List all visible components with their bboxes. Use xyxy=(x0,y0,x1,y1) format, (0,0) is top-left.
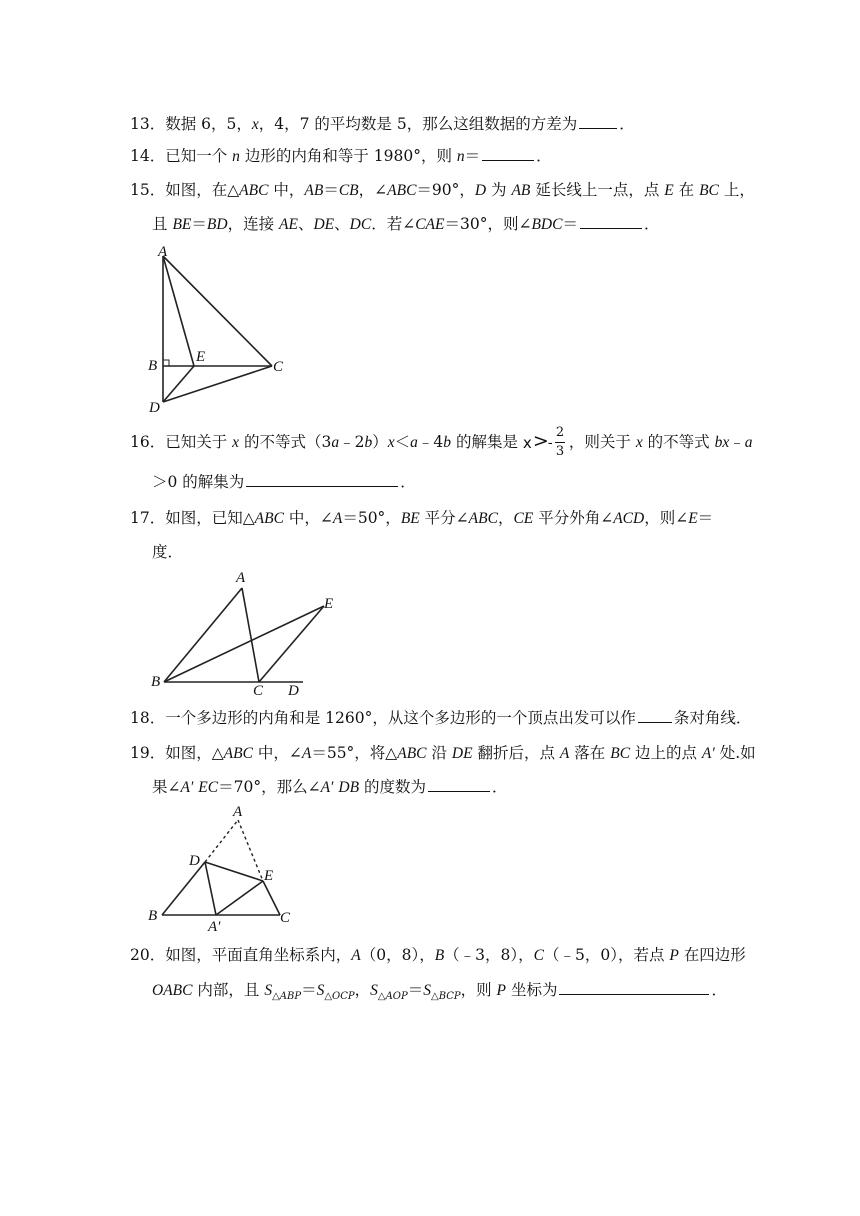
text: 为 xyxy=(486,181,512,199)
text: （﹣5，0），若点 xyxy=(544,946,670,964)
text: 中，∠ xyxy=(252,744,302,762)
label-E: E xyxy=(264,868,274,884)
text: （﹣3，8）， xyxy=(444,946,534,964)
figure-q19 xyxy=(146,804,306,934)
text: ，则 xyxy=(460,981,497,999)
text: ． xyxy=(400,473,416,491)
text: 一个多边形的内角和是 1260°，从这个多边形的一个顶点出发可以作 xyxy=(165,709,636,727)
text: ＝30°，则∠ xyxy=(444,215,532,233)
variable: E xyxy=(688,510,698,527)
text: ﹣4 xyxy=(417,433,444,451)
text: 如图，平面直角坐标系内， xyxy=(165,946,352,964)
variable: BE xyxy=(172,216,192,233)
text: ＝55°，将△ xyxy=(311,744,398,762)
figure-q17 xyxy=(148,570,348,699)
variable: a xyxy=(744,434,753,451)
question-15-line-2 xyxy=(152,214,659,235)
text: ， xyxy=(497,509,514,527)
text: ＝ xyxy=(407,981,424,999)
text: ﹣ xyxy=(729,433,745,451)
text: ＝ xyxy=(464,147,481,165)
text: 、 xyxy=(334,215,350,233)
variable: b xyxy=(443,434,452,451)
question-number: 18． xyxy=(130,709,166,727)
text: ． xyxy=(619,115,635,133)
question-17-line-1 xyxy=(130,508,713,529)
variable: A xyxy=(332,510,343,527)
label-B: B xyxy=(151,674,161,690)
sol-minus: - xyxy=(547,435,553,451)
label-E: E xyxy=(196,349,206,365)
text: 条对角线． xyxy=(673,709,752,727)
text: 如图，在△ xyxy=(165,181,240,199)
variable: S xyxy=(423,982,431,999)
variable: ABC xyxy=(239,182,269,199)
segment-CE xyxy=(259,606,324,682)
variable: OABC xyxy=(152,982,193,999)
variable: x xyxy=(635,434,643,451)
text: ＝50°， xyxy=(342,509,401,527)
segment-EA1 xyxy=(216,881,263,915)
text: ． xyxy=(643,215,660,233)
variable: P xyxy=(669,947,679,964)
dashed-DA xyxy=(205,820,238,862)
text: 的度数为 xyxy=(359,778,426,796)
variable: S xyxy=(370,982,378,999)
sol-numerator: 2 xyxy=(555,425,565,440)
question-16-line-1 xyxy=(130,425,753,459)
label-A: A xyxy=(236,570,246,586)
variable: DC xyxy=(349,216,372,233)
text: ＝90°， xyxy=(416,181,475,199)
text: ＝ xyxy=(323,181,339,199)
text: ． xyxy=(491,778,508,796)
variable: ABC xyxy=(254,510,284,527)
segment-DA1 xyxy=(205,862,216,915)
variable: CE xyxy=(513,510,534,527)
segment-AC xyxy=(242,588,259,682)
label-A: A xyxy=(158,244,168,260)
text: 翻折后，点 xyxy=(472,744,560,762)
answer-blank[interactable] xyxy=(580,214,642,229)
variable: AE xyxy=(279,216,298,233)
text: 落在 xyxy=(569,744,611,762)
sol-denominator: 3 xyxy=(555,444,565,459)
label-B: B xyxy=(148,908,158,924)
text: ＝70°，那么∠ xyxy=(218,778,321,796)
text: 的不等式 xyxy=(642,433,715,451)
sol-gt: > xyxy=(532,430,549,452)
text: 在四边形 xyxy=(678,946,746,964)
text: 如图，已知△ xyxy=(165,509,255,527)
segment-DE xyxy=(205,862,263,881)
variable: BC xyxy=(610,745,631,762)
variable: bx xyxy=(714,434,730,451)
segment-BE xyxy=(164,606,324,682)
text: 中，∠ xyxy=(283,509,333,527)
question-17-line-2 xyxy=(152,542,183,562)
question-16-line-2 xyxy=(152,472,416,492)
subscript: △ABP xyxy=(272,991,302,1003)
text: ＞0 的解集为 xyxy=(152,473,245,491)
text: 、 xyxy=(297,215,314,233)
answer-blank[interactable] xyxy=(579,114,617,129)
text: 边形的内角和等于 1980°，则 xyxy=(239,147,457,165)
question-20-line-2 xyxy=(152,980,727,1007)
answer-blank[interactable] xyxy=(559,980,709,995)
variable: A xyxy=(351,947,361,964)
subscript: △BCP xyxy=(431,991,461,1003)
variable: A′ xyxy=(180,779,194,796)
text: ． xyxy=(536,147,552,165)
question-number: 16． xyxy=(130,433,166,451)
question-13 xyxy=(130,114,635,135)
variable: BC xyxy=(699,182,719,199)
text: ，则关于 xyxy=(568,433,636,451)
variable: S xyxy=(316,982,325,999)
question-number: 15． xyxy=(130,181,166,199)
answer-blank[interactable] xyxy=(482,146,534,161)
text: 且 xyxy=(152,215,173,233)
variable: ABC xyxy=(223,745,253,762)
answer-blank[interactable] xyxy=(246,472,398,487)
variable: ABC xyxy=(468,510,498,527)
question-number: 20． xyxy=(130,946,166,964)
text: ， xyxy=(354,981,371,999)
text: ＝ xyxy=(301,981,317,999)
question-19-line-2 xyxy=(152,777,508,798)
label-D: D xyxy=(288,683,299,699)
segment-AC xyxy=(163,256,272,366)
variable: ABC xyxy=(387,182,417,199)
text: 如图，△ xyxy=(165,744,224,762)
label-D: D xyxy=(189,853,200,869)
variable: P xyxy=(496,982,507,999)
label-C: C xyxy=(280,910,291,926)
variable: n xyxy=(232,148,240,165)
text: ． xyxy=(711,981,727,999)
variable: n xyxy=(456,148,465,165)
right-angle-mark xyxy=(163,360,169,366)
text: 平分外角∠ xyxy=(533,509,614,527)
dashed-AE xyxy=(238,820,263,881)
segment-BA xyxy=(164,588,242,682)
text: 的解集是 xyxy=(451,433,523,451)
variable: DE xyxy=(451,745,473,762)
label-A-prime: A′ xyxy=(208,919,221,935)
answer-blank[interactable] xyxy=(638,708,672,723)
question-20-line-1 xyxy=(130,945,746,966)
text: 内部，且 xyxy=(192,981,265,999)
question-15-line-1 xyxy=(130,180,755,201)
text: 上， xyxy=(718,181,755,199)
text: ＝ xyxy=(697,509,714,527)
variable: x xyxy=(387,434,395,451)
variable: BDC xyxy=(531,216,563,233)
text: ﹣2 xyxy=(339,433,365,451)
text: （0，8）， xyxy=(360,946,435,964)
variable: a xyxy=(410,434,418,451)
label-E: E xyxy=(324,596,334,612)
text: 数据 6，5， xyxy=(165,115,252,133)
text: 处.如 xyxy=(714,744,756,762)
text: 中， xyxy=(268,181,305,199)
variable: AB xyxy=(511,182,531,199)
answer-blank[interactable] xyxy=(428,777,490,792)
text: 度． xyxy=(152,543,184,561)
text: ＝ xyxy=(191,215,207,233)
variable: DB xyxy=(338,779,360,796)
variable: C xyxy=(533,947,544,964)
variable: CB xyxy=(338,182,359,199)
text: 沿 xyxy=(426,744,452,762)
question-14 xyxy=(130,146,552,167)
variable: BD xyxy=(206,216,228,233)
question-number: 14． xyxy=(130,147,166,165)
variable: EC xyxy=(198,779,219,796)
text: ，连接 xyxy=(227,215,279,233)
variable: E xyxy=(664,182,674,199)
question-number: 17． xyxy=(130,509,166,527)
variable: B xyxy=(434,947,445,964)
variable: ABC xyxy=(397,745,427,762)
variable: A xyxy=(301,745,312,762)
text: ，∠ xyxy=(358,181,388,199)
label-D: D xyxy=(149,400,160,416)
text: 延长线上一点，点 xyxy=(530,181,665,199)
text: 坐标为 xyxy=(506,981,558,999)
variable: x xyxy=(251,116,259,133)
variable: CAE xyxy=(415,216,445,233)
variable: A′ xyxy=(320,779,334,796)
question-number: 13． xyxy=(130,115,166,133)
label-B: B xyxy=(148,358,158,374)
text: 平分∠ xyxy=(419,509,469,527)
question-18 xyxy=(130,708,751,728)
variable: DE xyxy=(313,216,335,233)
variable: a xyxy=(331,434,340,451)
variable: AB xyxy=(304,182,324,199)
variable: x xyxy=(232,434,240,451)
variable: S xyxy=(264,982,273,999)
figure-q15 xyxy=(146,244,286,414)
segment-BD xyxy=(162,862,205,915)
variable: b xyxy=(364,434,373,451)
label-A: A xyxy=(233,804,243,820)
text: ，4，7 的平均数是 5，那么这组数据的方差为 xyxy=(258,115,578,133)
label-C: C xyxy=(253,683,264,699)
variable: D xyxy=(474,182,487,199)
text: ．若∠ xyxy=(371,215,416,233)
text: 果∠ xyxy=(152,778,181,796)
text: 在 xyxy=(673,181,700,199)
text: 已知关于 xyxy=(165,433,233,451)
variable: ACD xyxy=(613,510,645,527)
variable: A xyxy=(559,745,570,762)
label-C: C xyxy=(273,359,284,375)
text: ＝ xyxy=(562,215,578,233)
text: 边上的点 xyxy=(630,744,702,762)
subscript: △OCP xyxy=(324,991,355,1003)
text: 已知一个 xyxy=(165,147,233,165)
variable: BE xyxy=(400,510,420,527)
sol-x: x xyxy=(522,434,532,452)
text: ，则∠ xyxy=(644,509,689,527)
subscript: △AOP xyxy=(377,991,408,1003)
text: ） xyxy=(372,433,388,451)
solution-expression xyxy=(522,425,569,459)
text: ＜ xyxy=(394,433,411,451)
question-19-line-1 xyxy=(130,743,756,764)
question-number: 19． xyxy=(130,744,166,762)
variable: A′ xyxy=(701,745,715,762)
text: 的不等式（3 xyxy=(239,433,332,451)
segment-EC xyxy=(263,881,280,915)
